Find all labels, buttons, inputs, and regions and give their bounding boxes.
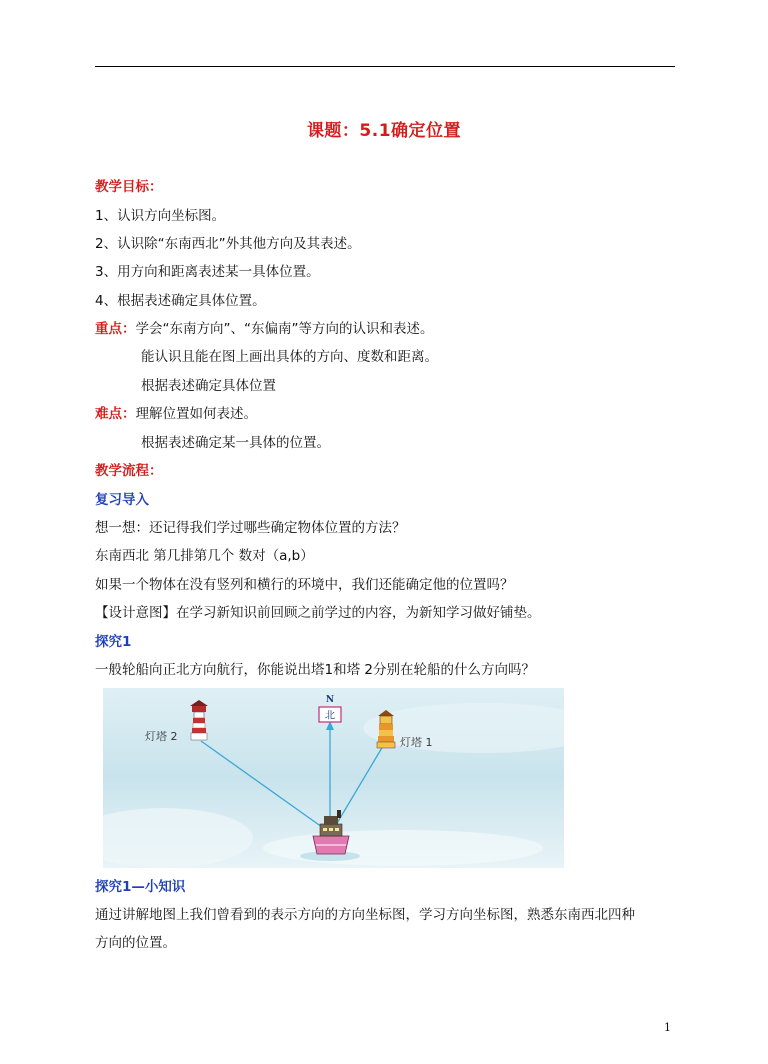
difficulties-line xyxy=(95,405,257,423)
north-box-label: 北 xyxy=(325,710,335,722)
key-points-label: 重点： xyxy=(95,321,136,337)
key-points-line: 根据表述确定具体位置 xyxy=(141,378,276,394)
review-line: 想一想：还记得我们学过哪些确定物体位置的方法？ xyxy=(95,520,406,536)
review-line: 东南西北 第几排第几个 数对（a,b） xyxy=(95,548,314,564)
difficulties-label: 难点： xyxy=(95,406,136,422)
key-points-line xyxy=(95,320,433,338)
explore1-note-heading: 探究1—小知识 xyxy=(95,879,186,895)
goals-heading: 教学目标： xyxy=(95,179,163,195)
goal-item: 2、认识除“东南西北”外其他方向及其表述。 xyxy=(95,236,361,252)
lighthouse-1-icon xyxy=(377,710,395,748)
review-line: 【设计意图】在学习新知识前回顾之前学过的内容，为新知学习做好铺垫。 xyxy=(95,605,541,621)
page-title: 课题：5.1确定位置 xyxy=(306,121,462,141)
difficulties-text: 理解位置如何表述。 xyxy=(135,406,257,422)
key-points-line: 能认识且能在图上画出具体的方向、度数和距离。 xyxy=(141,349,438,365)
goal-item: 3、用方向和距离表述某一具体位置。 xyxy=(95,264,320,280)
explore1-note-line: 方向的位置。 xyxy=(95,935,176,951)
review-line: 如果一个物体在没有竖列和横行的环境中，我们还能确定他的位置吗？ xyxy=(95,577,514,593)
north-letter: N xyxy=(325,695,335,705)
key-points-text: 学会“东南方向”、“东偏南”等方向的认识和表述。 xyxy=(135,321,434,337)
page-number: 1 xyxy=(664,1021,671,1034)
difficulties-line: 根据表述确定某一具体的位置。 xyxy=(141,435,330,451)
tower2-label: 灯塔 2 xyxy=(145,730,178,743)
review-heading: 复习导入 xyxy=(95,492,149,508)
flow-heading: 教学流程： xyxy=(95,463,163,479)
goal-item: 4、根据表述确定具体位置。 xyxy=(95,293,266,309)
explore1-heading: 探究1 xyxy=(95,634,132,650)
explore1-question: 一般轮船向正北方向航行，你能说出塔1和塔 2分别在轮船的什么方向吗？ xyxy=(95,662,535,678)
tower1-label: 灯塔 1 xyxy=(400,736,433,749)
explore1-note-line: 通过讲解地图上我们曾看到的表示方向的方向坐标图，学习方向坐标图，熟悉东南西北四种 xyxy=(95,907,635,923)
header-rule xyxy=(95,66,675,67)
goal-item: 1、认识方向坐标图。 xyxy=(95,208,226,224)
lighthouse-figure xyxy=(103,688,564,868)
